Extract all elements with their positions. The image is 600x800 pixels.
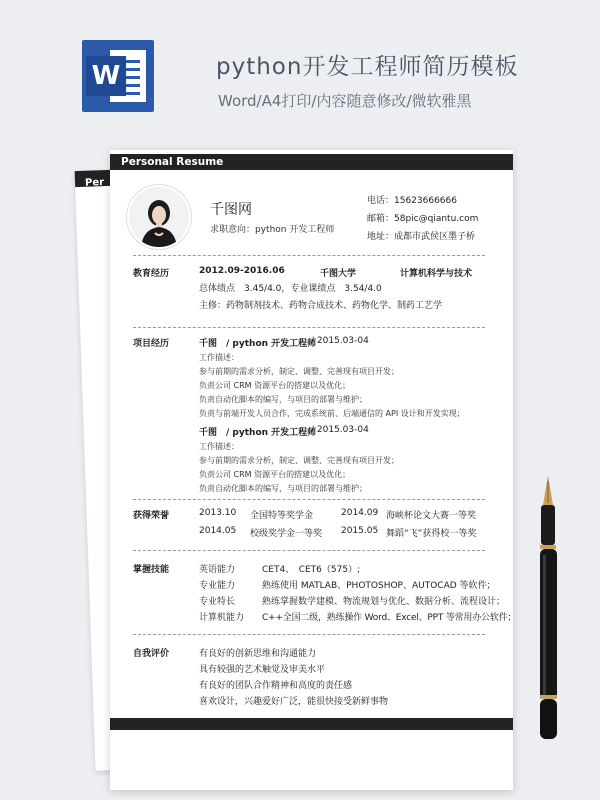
- self-eval-line: 具有较强的艺术触觉及审美水平: [199, 665, 326, 675]
- self-eval-line: 喜欢设计，兴趣爱好广泛，能很快接受新鲜事物: [199, 697, 389, 707]
- honor-date: 2015.05: [341, 526, 379, 536]
- honor-award: 海峡杯论文大赛一等奖: [386, 511, 477, 521]
- project-line: 负责公司 CRM 资源平台的搭建以及优化；: [199, 470, 351, 479]
- word-letter: W: [86, 56, 126, 96]
- project-heading: 千图 / python 开发工程师: [199, 428, 317, 438]
- resume-banner-label: Personal Resume: [121, 156, 224, 168]
- project-line: 负责公司 CRM 资源平台的搭建以及优化；: [199, 381, 351, 390]
- self-eval-line: 有良好的团队合作精神和高度的责任感: [199, 681, 353, 691]
- skill-key: 专业特长: [199, 597, 236, 607]
- template-subtitle: Word/A4打印/内容随意修改/微软雅黑: [218, 92, 472, 110]
- contact-phone: 电话：15623666666: [367, 196, 457, 206]
- project-heading: 千图 / python 开发工程师: [199, 339, 317, 349]
- honor-award: 舞蹈“飞”获得校一等奖: [386, 529, 477, 539]
- education-major: 计算机科学与技术: [400, 269, 473, 279]
- section-title-projects: 项目经历: [133, 339, 170, 349]
- word-logo-icon: [82, 40, 154, 112]
- skill-value: CET4、 CET6（575）;: [262, 565, 361, 575]
- contact-email: 邮箱：58pic@qiantu.com: [367, 214, 479, 224]
- project-date: / 2015.03-04: [311, 336, 369, 346]
- skill-key: 英语能力: [199, 565, 236, 575]
- honor-award: 全国特等奖学金: [250, 511, 314, 521]
- candidate-name: 千图网: [210, 202, 252, 218]
- skill-value: 熟练掌握数学建模、物流规划与优化、数据分析、流程设计；: [262, 597, 506, 607]
- divider: [133, 499, 485, 500]
- divider: [133, 255, 485, 256]
- project-line: 负责自动化脚本的编写，与项目的部署与维护；: [199, 395, 367, 404]
- template-title: python开发工程师简历模板: [216, 54, 519, 80]
- contact-address: 地址：成都市武侯区墨子桥: [367, 232, 476, 242]
- divider: [133, 327, 485, 328]
- fountain-pen-icon: [530, 475, 570, 745]
- project-line: 负责与前端开发人员合作，完成系统前、后端通信的 API 设计和开发实现；: [199, 409, 465, 418]
- project-line: 工作描述：: [199, 353, 239, 362]
- job-intent: 求职意向：python 开发工程师: [210, 225, 335, 235]
- honor-date: 2014.05: [199, 526, 237, 536]
- education-school: 千图大学: [320, 269, 357, 279]
- skill-key: 计算机能力: [199, 613, 245, 623]
- project-line: 参与前期的需求分析，制定、调整、完善现有项目开发；: [199, 456, 399, 465]
- honor-date: 2014.09: [341, 508, 379, 518]
- project-date: / 2015.03-04: [311, 425, 369, 435]
- divider: [133, 634, 485, 635]
- project-line: 参与前期的需求分析，制定、调整、完善现有项目开发；: [199, 367, 399, 376]
- portrait-image: [129, 187, 189, 247]
- back-sheet-label: Per: [84, 177, 105, 189]
- education-gpa: 总体绩点 3.45/4.0，专业课绩点 3.54/4.0: [199, 284, 382, 294]
- education-courses: 主修：药物制剂技术、药物合成技术、药物化学、制药工艺学: [199, 301, 443, 311]
- resume-footer-bar: [110, 718, 513, 730]
- education-period: 2012.09-2016.06: [199, 266, 285, 276]
- skill-value: 熟练使用 MATLAB、PHOTOSHOP、AUTOCAD 等软件；: [262, 581, 496, 591]
- project-line: 工作描述：: [199, 442, 239, 451]
- skill-value: C++全国二级，熟练操作 Word、Excel、PPT 等常用办公软件；: [262, 613, 517, 623]
- section-title-honors: 获得荣誉: [133, 511, 170, 521]
- resume-banner: [110, 154, 513, 170]
- avatar: [127, 185, 191, 249]
- self-eval-line: 有良好的创新思维和沟通能力: [199, 649, 317, 659]
- honor-date: 2013.10: [199, 508, 237, 518]
- honor-award: 校级奖学金一等奖: [250, 529, 323, 539]
- section-title-education: 教育经历: [133, 269, 170, 279]
- resume-sheet: [110, 150, 517, 790]
- divider: [133, 550, 485, 551]
- section-title-self-eval: 自我评价: [133, 649, 170, 659]
- skill-key: 专业能力: [199, 581, 236, 591]
- project-line: 负责自动化脚本的编写，与项目的部署与维护；: [199, 484, 367, 493]
- section-title-skills: 掌握技能: [133, 565, 170, 575]
